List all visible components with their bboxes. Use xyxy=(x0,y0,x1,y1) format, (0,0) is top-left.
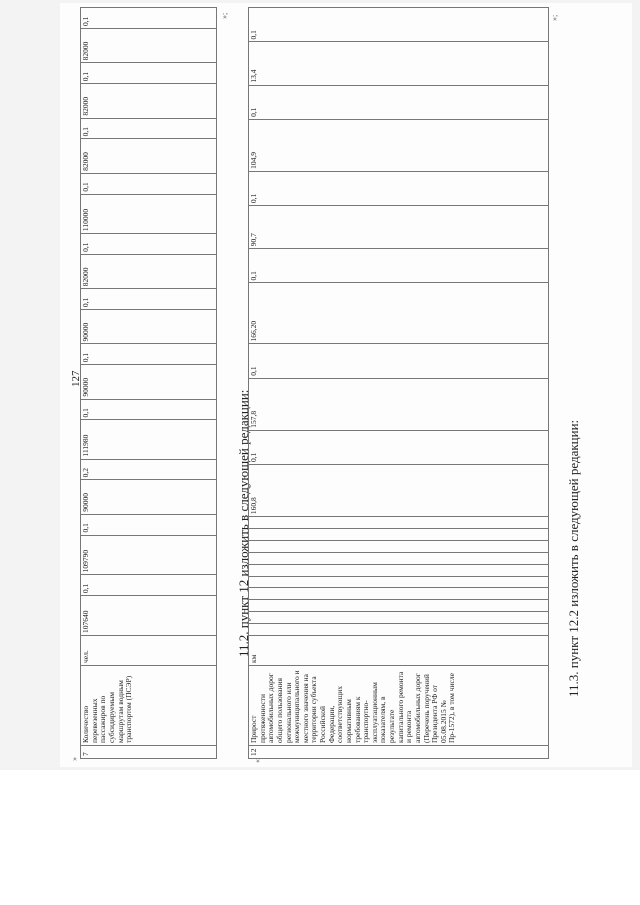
indicator-name: Количество перевезенных пассажиров по субсидируемым маршрутам водным транспортом (ПСЭР) xyxy=(81,666,217,746)
value-cell: 111980 xyxy=(81,420,217,459)
unit-cell: км xyxy=(249,636,549,666)
value-cell xyxy=(249,612,549,624)
value-cell xyxy=(249,624,549,636)
quote-mark-top: » xyxy=(70,757,79,761)
value-cell: 0,1 xyxy=(81,234,217,255)
table-row xyxy=(81,8,217,759)
value-cell: 82000 xyxy=(81,254,217,288)
value-cell: 82000 xyxy=(81,139,217,173)
value-cell: 0,1 xyxy=(81,514,217,535)
value-cell: 0,1 xyxy=(81,575,217,596)
value-cell xyxy=(249,540,549,552)
row-number: 7 xyxy=(81,746,217,759)
indicator-table-12 xyxy=(248,7,549,759)
value-cell: 0,1 xyxy=(81,118,217,139)
value-cell: 0,1 xyxy=(249,249,549,283)
quote-mark-end-2: »; xyxy=(550,14,559,21)
value-cell xyxy=(249,517,549,529)
value-cell: 157,8 xyxy=(249,378,549,430)
section-heading-11-2: 11.2. пункт 12 изложить в следующей редакции: xyxy=(236,389,251,657)
row-number: 12 xyxy=(249,746,549,759)
value-cell: 104,9 xyxy=(249,119,549,171)
value-cell: 0,1 xyxy=(249,8,549,42)
table-row xyxy=(249,8,549,759)
indicator-name: Прирост протяженности автомобильных дорог общего пользования регионального или межмуниципального и местного значения на территории субъекта Российской Федерации, соответствующих нормативным требованиям к транспортно-эксплуатационным показателям, в результате капитального ремонта и ремонта автомобильных дорог (Перечень поручений Президента РФ от 05.08.2015 № Пр-1572), в том числе xyxy=(249,666,549,746)
quote-mark-end-1: »; xyxy=(220,12,229,19)
value-cell: 0,1 xyxy=(81,173,217,194)
value-cell: 160,8 xyxy=(249,465,549,517)
value-cell: 0,1 xyxy=(249,85,549,119)
value-cell xyxy=(249,576,549,588)
value-cell: 90000 xyxy=(81,310,217,344)
unit-cell: чел. xyxy=(81,636,217,666)
value-cell: 0,1 xyxy=(249,171,549,205)
section-heading-11-3: 11.3. пункт 12.2 изложить в следующей редакции: xyxy=(566,419,581,697)
value-cell: 110000 xyxy=(81,194,217,233)
value-cell: 0,1 xyxy=(81,399,217,420)
value-cell: 166,20 xyxy=(249,283,549,344)
value-cell xyxy=(249,528,549,540)
value-cell: 0,2 xyxy=(81,459,217,480)
value-cell: 0,1 xyxy=(81,289,217,310)
quote-mark-open: « xyxy=(253,759,262,763)
value-cell: 90000 xyxy=(81,480,217,514)
document-page xyxy=(60,3,632,767)
value-cell: 90,7 xyxy=(249,206,549,249)
scan-margin xyxy=(0,770,640,905)
value-cell: 82000 xyxy=(81,29,217,63)
value-cell: 0,1 xyxy=(249,430,549,464)
value-cell: 0,1 xyxy=(81,63,217,84)
value-cell: 13,4 xyxy=(249,42,549,85)
value-cell: 107640 xyxy=(81,596,217,636)
value-cell: 109790 xyxy=(81,535,217,575)
value-cell: 82000 xyxy=(81,84,217,118)
value-cell: 0,1 xyxy=(81,8,217,29)
value-cell xyxy=(249,600,549,612)
value-cell xyxy=(249,564,549,576)
value-cell xyxy=(249,588,549,600)
rotated-content xyxy=(60,3,632,767)
indicator-table-7 xyxy=(80,7,217,759)
page-number: 127 xyxy=(70,370,82,387)
value-cell: 0,1 xyxy=(81,344,217,365)
value-cell: 90000 xyxy=(81,365,217,399)
value-cell xyxy=(249,552,549,564)
value-cell: 0,1 xyxy=(249,344,549,378)
